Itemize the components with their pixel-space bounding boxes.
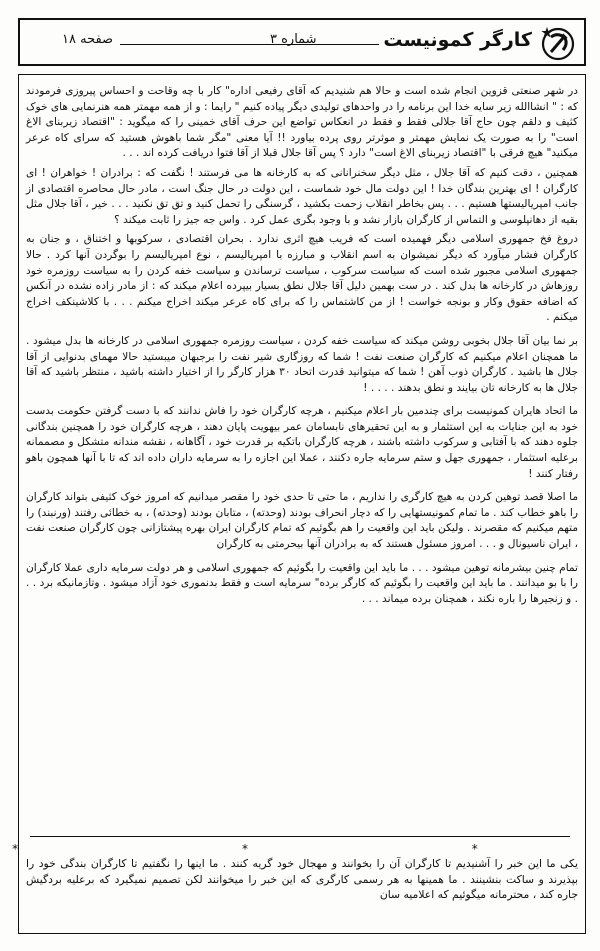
section-divider [30, 836, 570, 837]
paragraph-7: تمام چنین بیشرمانه توهین میشود . . . ما باید این واقعیت را بگوئیم که جمهوری اسلامی و هر دولت سرمایه داری عملا کارگران را با بو میدانند . ما باید این واقعیت را بگوئیم که کارگر برده" سرمایه است و فقط بدنموری خود آزاد میشود . وتازمانیکه برد . . . و زنجیرها را باره نکند ، همچنان برده میماند . . . [26, 561, 578, 605]
paragraph-5: ما اتحاد هایران کمونیست برای چندمین بار اعلام میکنیم ، هرچه کارگران خود را فاش ندانند که با دست گرفتن حکومت بدست خود به این جنایات به این استثمار و به این تحقیرهای نابسامان عمر بیهویت پایان دهند ، هرچه کارگران خود را همچنین بندگانی جلوه دهند که با آفتابی و سرکوب داشته باشند ، هرچه کارگران باتکیه بر قدرت خود ، آگاهانه ، نقشه مندانه متشکل و مصممانه برعلیه استثمار ، جمهوری جهل و ستم سرمایه جاره دکنند ، عملا این اجازه را به سرمایه داران داده اند که تا با آنها همچون باهو رفتار کنند ! [26, 405, 578, 480]
masthead [18, 18, 586, 66]
paragraph-2: همچنین ، دقت کنیم که آقا جلال ، مثل دیگر سخنرانانی که به کارخانه ها می فرستند ! نگفت که : برادران ! خواهران ! ای کارگران ! ای بهترین بندگان خدا ! این دولت مال خود شماست ، این دولت در حال جنگ است ، مادر حال محاصره اقتصادی از جانب امپریالیستها هستیم . . . پس بخاطر انقلاب زحمت بکشید ، گرسنگی را تحمل کنید و تق تق نکنید . . . خیر ، آقا جلال مثل بقیه از دهانپلوسی و التماس از کارگران بازار نشد و با وجود بگری عمل کرد . واس جه جیز را ثابت میکند ؟ [26, 166, 578, 226]
article-body [26, 84, 578, 611]
hammer-sickle-star-logo [538, 23, 578, 63]
paper-name: کارگر کمونیست [383, 29, 532, 51]
paragraph-4: بر نما بیان آقا جلال بخوبی روشن میکند که سیاست خفه کردن ، سیاست روزمره جمهوری اسلامی در کارخانه ها بدل میشود . ما همچنان اعلام میکنیم که کارگران صنعت نفت ! شما که روزگاری شیر نفت را برجبهان میبستید حالا مهمای بدنوایی از آقا جلال ها باشید . کارگران ذوب آهن ! شما که میتوانید قدرت اتحاد ۳۰ هزار کارگر را از اختیار داشته باشید ، منتظر باشید که آقا جلال ها به کارخانه تان بیایند و نطق بدهند . . . . ! [26, 334, 578, 394]
page-number: صفحه ۱۸ [62, 32, 114, 47]
paragraph-6: ما اصلا قصد توهین کردن به هیچ کارگری را نداریم ، ما حتی تا حدی خود را مقصر میدانیم که امروز خوک کثیفی بتواند کارگران را باهو خطاب کند . ما تمام کمونیستهایی را که دچار انحراف بودند (وحدته) ، متابان بودند (وحدته) ، به خطائی رفتند (ورنبند) را متهم میکنیم که مقصرند . ولیکن باید این واقعیت را هم بگوئیم که تمام کارگران ایران بهره پیشتازانی چون کارگران صنعت نفت ، ایران ناسیونال و . . . امروز مسئول هستند که به برادران آنها بیحرمتی به کارگران [26, 491, 578, 551]
issue-number: شماره ۳ [270, 32, 317, 47]
paragraph-3: دروغ فخ جمهوری اسلامی دیگر فهمیده است که فریب هیچ اثری ندارد . بحران اقتصادی ، سرکوبها و اختناق ، و جنان به کارگران فشار میآورد که دیگر نمیشوان به اسم انقلاب و مبارزه با امپریالیسم ، نوع امپریالیسم را بوگردن آنها کرد . حالا جمهوری اسلامی مجبور شده است که سیاست سرکوب ، سیاست ترساندن و سیاست خفه کردن را به سیاست روزمره خود روزهاش در کارخانه ها بدل کند . در ست بهمین دلیل آقا جلال نطق بسیار بیپرده اعلام میکند که : از مادر زاده نشده در آنکس که اضافه حقوق وکار و بونجه خواست ! از من کاشتماس را که برای کاه عرعر میکند اخراج میکنم . . . با کلاشینکف اخراج میکنم . [26, 233, 578, 324]
header-rule [120, 44, 379, 45]
paragraph-1: در شهر صنعتی قزوین انجام شده است و حالا هم شنیدیم که آقای رفیعی اداره" کار با چه وقاحت و احساس پیروزی فرمودند که : " انشاالله زیر سایه خدا این برنامه را در واحدهای تولیدی دیگر پیاده کنیم " رایما : و از همه مهمتر همه هنرنمایی های خوک کثیف و دلقم چون حاج آقا جلالی فقط و فقط در انعکاس تواضع این حرف آقای خمینی را که میگوید : "اقتصاد زیربنای الاغ است" را به صورت یک نمایش مهمتر و موثرتر روی پرده بیاورد !! آیا معنی "مگر شما باهوش هستید که سرای کاه عرعر میکنید" هیچ فرقی با "اقتصاد زیربنای الاغ است" دارد ؟ پس آقا جلال قبلا از آقا فتوا دریافت کرده اند . . . [26, 85, 578, 160]
stars-separator: * * * [12, 842, 588, 856]
closing-paragraph: یکی ما این خبر را آشنیدیم تا کارگران آن را بخوانند و مهجال خود گریه کنند . ما اینها را نگفتیم تا کارگران بندگی خود را بپذیرند و ساکت بنشینند . ما همینها به هر رسمی کارگری که این خبر را میخوانند لکن تصمیم نمیگیرد که برعلیه بردگیش جاره کند ، محترمانه میگوئیم که اعلامیه سان [26, 857, 578, 902]
